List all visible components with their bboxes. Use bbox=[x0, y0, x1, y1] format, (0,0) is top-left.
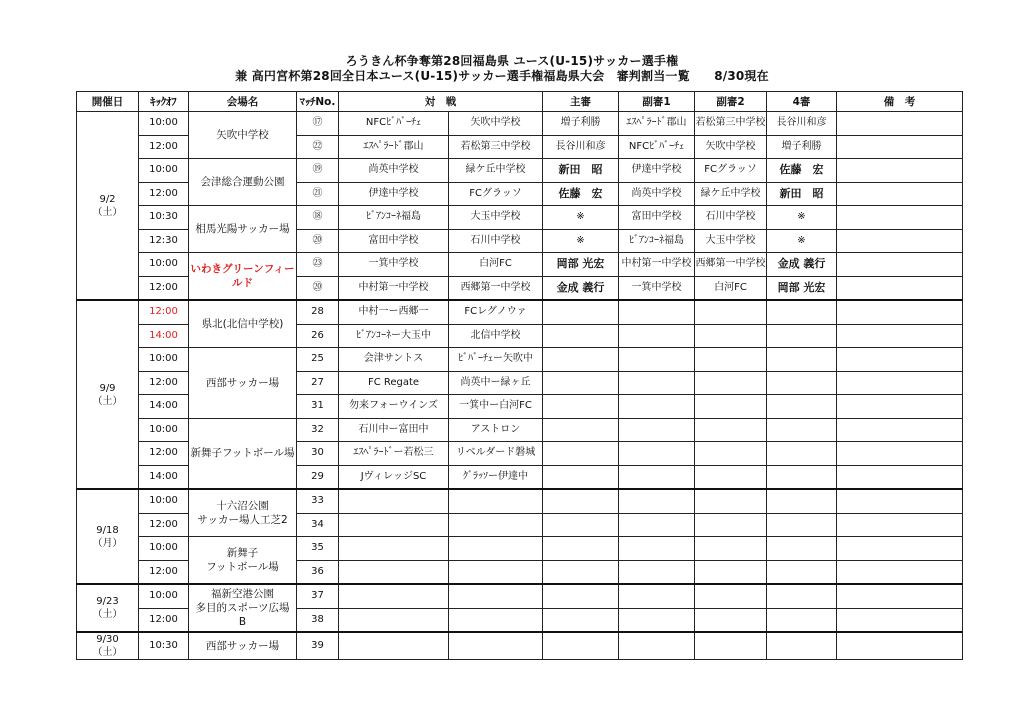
assistant-referee-1: 一箕中学校 bbox=[619, 276, 695, 300]
assistant-referee-1 bbox=[619, 560, 695, 584]
assistant-referee-2: 石川中学校 bbox=[695, 206, 767, 230]
assistant-referee-2: 矢吹中学校 bbox=[695, 135, 767, 159]
home-team: ﾋﾞｱﾝｺｰﾈー大玉中 bbox=[339, 324, 449, 348]
assistant-referee-2 bbox=[695, 465, 767, 489]
remarks-cell bbox=[837, 182, 963, 206]
assistant-referee-1 bbox=[619, 324, 695, 348]
away-team: 白河FC bbox=[449, 253, 543, 277]
away-team bbox=[449, 513, 543, 537]
fourth-official bbox=[767, 608, 837, 632]
assistant-referee-1 bbox=[619, 395, 695, 419]
away-team: FCレグノウァ bbox=[449, 300, 543, 324]
remarks-cell bbox=[837, 537, 963, 561]
assistant-referee-1: ﾋﾞｱﾝｺｰﾈ福島 bbox=[619, 229, 695, 253]
header-match-no: ﾏｯﾁNo. bbox=[297, 92, 339, 112]
away-team bbox=[449, 537, 543, 561]
home-team: 一箕中学校 bbox=[339, 253, 449, 277]
remarks-cell bbox=[837, 608, 963, 632]
remarks-cell bbox=[837, 206, 963, 230]
referee bbox=[543, 560, 619, 584]
referee: ※ bbox=[543, 229, 619, 253]
match-number: ⑳ bbox=[297, 276, 339, 300]
table-row bbox=[77, 300, 963, 324]
assistant-referee-2 bbox=[695, 513, 767, 537]
match-number: 35 bbox=[297, 537, 339, 561]
assistant-referee-2: 西郷第一中学校 bbox=[695, 253, 767, 277]
fourth-official bbox=[767, 300, 837, 324]
remarks-cell bbox=[837, 348, 963, 372]
match-number: 34 bbox=[297, 513, 339, 537]
fourth-official: ※ bbox=[767, 206, 837, 230]
remarks-cell bbox=[837, 395, 963, 419]
kickoff-time: 12:00 bbox=[139, 135, 189, 159]
match-number: 25 bbox=[297, 348, 339, 372]
home-team: 尚英中学校 bbox=[339, 159, 449, 183]
match-number: 38 bbox=[297, 608, 339, 632]
match-number: ⑱ bbox=[297, 206, 339, 230]
remarks-cell bbox=[837, 135, 963, 159]
home-team: 中村第一中学校 bbox=[339, 276, 449, 300]
kickoff-time: 12:00 bbox=[139, 442, 189, 466]
home-team bbox=[339, 608, 449, 632]
referee bbox=[543, 442, 619, 466]
venue-cell: 相馬光陽サッカー場 bbox=[189, 206, 297, 253]
kickoff-time: 10:00 bbox=[139, 489, 189, 513]
away-team bbox=[449, 489, 543, 513]
kickoff-time: 14:00 bbox=[139, 324, 189, 348]
assistant-referee-2 bbox=[695, 442, 767, 466]
home-team: FC Regate bbox=[339, 371, 449, 395]
assistant-referee-1 bbox=[619, 537, 695, 561]
referee: 長谷川和彦 bbox=[543, 135, 619, 159]
table-row bbox=[77, 253, 963, 277]
referee: ※ bbox=[543, 206, 619, 230]
assistant-referee-2: 白河FC bbox=[695, 276, 767, 300]
fourth-official: 長谷川和彦 bbox=[767, 112, 837, 136]
assistant-referee-1 bbox=[619, 489, 695, 513]
away-team: 石川中学校 bbox=[449, 229, 543, 253]
remarks-cell bbox=[837, 159, 963, 183]
kickoff-time: 10:00 bbox=[139, 418, 189, 442]
referee bbox=[543, 348, 619, 372]
kickoff-time: 12:00 bbox=[139, 300, 189, 324]
fourth-official bbox=[767, 632, 837, 660]
home-team: 中村一ー西郷一 bbox=[339, 300, 449, 324]
away-team bbox=[449, 632, 543, 660]
home-team bbox=[339, 513, 449, 537]
assistant-referee-2 bbox=[695, 584, 767, 608]
kickoff-time: 14:00 bbox=[139, 395, 189, 419]
fourth-official: 金成 義行 bbox=[767, 253, 837, 277]
assistant-referee-2 bbox=[695, 418, 767, 442]
assistant-referee-2 bbox=[695, 348, 767, 372]
assistant-referee-2 bbox=[695, 608, 767, 632]
remarks-cell bbox=[837, 112, 963, 136]
match-number: ㉒ bbox=[297, 135, 339, 159]
referee bbox=[543, 608, 619, 632]
document-title: ろうきん杯争奪第28回福島県 ユース(U-15)サッカー選手権 bbox=[345, 54, 679, 68]
assistant-referee-2: 若松第三中学校 bbox=[695, 112, 767, 136]
remarks-cell bbox=[837, 513, 963, 537]
away-team: 尚英中ー緑ヶ丘 bbox=[449, 371, 543, 395]
assistant-referee-2: FCグラッソ bbox=[695, 159, 767, 183]
kickoff-time: 12:00 bbox=[139, 513, 189, 537]
referee bbox=[543, 465, 619, 489]
header-venue: 会場名 bbox=[189, 92, 297, 112]
away-team bbox=[449, 584, 543, 608]
assistant-referee-1 bbox=[619, 300, 695, 324]
kickoff-time: 10:00 bbox=[139, 537, 189, 561]
kickoff-time: 12:00 bbox=[139, 276, 189, 300]
home-team: ﾋﾞｱﾝｺｰﾈ福島 bbox=[339, 206, 449, 230]
kickoff-time: 10:00 bbox=[139, 584, 189, 608]
table-row bbox=[77, 632, 963, 660]
referee bbox=[543, 418, 619, 442]
assistant-referee-1: 尚英中学校 bbox=[619, 182, 695, 206]
remarks-cell bbox=[837, 229, 963, 253]
kickoff-time: 12:00 bbox=[139, 182, 189, 206]
header-fourth-official: 4審 bbox=[767, 92, 837, 112]
match-number: 37 bbox=[297, 584, 339, 608]
match-number: 26 bbox=[297, 324, 339, 348]
referee: 金成 義行 bbox=[543, 276, 619, 300]
home-team: 勿来フォーウインズ bbox=[339, 395, 449, 419]
match-number: 32 bbox=[297, 418, 339, 442]
table-row bbox=[77, 206, 963, 230]
assistant-referee-1 bbox=[619, 608, 695, 632]
home-team bbox=[339, 537, 449, 561]
venue-cell: 新舞子 フットボール場 bbox=[189, 537, 297, 585]
header-assistant-2: 副審2 bbox=[695, 92, 767, 112]
away-team: 西郷第一中学校 bbox=[449, 276, 543, 300]
fourth-official bbox=[767, 418, 837, 442]
assistant-referee-1 bbox=[619, 584, 695, 608]
fourth-official bbox=[767, 584, 837, 608]
home-team: 伊達中学校 bbox=[339, 182, 449, 206]
kickoff-time: 10:30 bbox=[139, 206, 189, 230]
home-team bbox=[339, 632, 449, 660]
date-cell: 9/23 （土） bbox=[77, 584, 139, 632]
assistant-referee-1: 中村第一中学校 bbox=[619, 253, 695, 277]
home-team bbox=[339, 560, 449, 584]
fourth-official bbox=[767, 560, 837, 584]
remarks-cell bbox=[837, 276, 963, 300]
venue-cell: 新舞子フットボール場 bbox=[189, 418, 297, 489]
fourth-official bbox=[767, 442, 837, 466]
fourth-official bbox=[767, 489, 837, 513]
assistant-referee-2 bbox=[695, 632, 767, 660]
match-number: ⑲ bbox=[297, 159, 339, 183]
away-team bbox=[449, 560, 543, 584]
referee bbox=[543, 489, 619, 513]
kickoff-time: 12:00 bbox=[139, 371, 189, 395]
table-row bbox=[77, 159, 963, 183]
header-row bbox=[77, 92, 963, 112]
referee bbox=[543, 632, 619, 660]
kickoff-time: 10:00 bbox=[139, 112, 189, 136]
away-team: リベルダード磐城 bbox=[449, 442, 543, 466]
assistant-referee-2: 大玉中学校 bbox=[695, 229, 767, 253]
away-team: FCグラッソ bbox=[449, 182, 543, 206]
fourth-official bbox=[767, 324, 837, 348]
venue-cell: 西部サッカー場 bbox=[189, 632, 297, 660]
away-team: ﾋﾞﾊﾞｰﾁｪー矢吹中 bbox=[449, 348, 543, 372]
assistant-referee-2 bbox=[695, 560, 767, 584]
home-team: ｴｽﾍﾟﾗｰﾄﾞー若松三 bbox=[339, 442, 449, 466]
assistant-referee-1 bbox=[619, 348, 695, 372]
header-remarks: 備 考 bbox=[837, 92, 963, 112]
fourth-official bbox=[767, 395, 837, 419]
venue-cell: 県北(北信中学校) bbox=[189, 300, 297, 348]
away-team: アストロン bbox=[449, 418, 543, 442]
remarks-cell bbox=[837, 442, 963, 466]
fourth-official: ※ bbox=[767, 229, 837, 253]
match-number: ⑰ bbox=[297, 112, 339, 136]
kickoff-time: 10:30 bbox=[139, 632, 189, 660]
kickoff-time: 10:00 bbox=[139, 253, 189, 277]
assistant-referee-2 bbox=[695, 324, 767, 348]
remarks-cell bbox=[837, 489, 963, 513]
away-team: 若松第三中学校 bbox=[449, 135, 543, 159]
referee bbox=[543, 371, 619, 395]
assistant-referee-2 bbox=[695, 489, 767, 513]
home-team: 会津サントス bbox=[339, 348, 449, 372]
assistant-referee-1: NFCﾋﾞﾊﾞｰﾁｪ bbox=[619, 135, 695, 159]
fourth-official bbox=[767, 537, 837, 561]
referee bbox=[543, 395, 619, 419]
match-number: 36 bbox=[297, 560, 339, 584]
table-row bbox=[77, 418, 963, 442]
referee bbox=[543, 300, 619, 324]
remarks-cell bbox=[837, 560, 963, 584]
match-number: ㉓ bbox=[297, 253, 339, 277]
venue-cell: 十六沼公園 サッカー場人工芝2 bbox=[189, 489, 297, 537]
referee: 佐藤 宏 bbox=[543, 182, 619, 206]
table-row bbox=[77, 584, 963, 608]
assistant-referee-1: 伊達中学校 bbox=[619, 159, 695, 183]
assistant-referee-2 bbox=[695, 395, 767, 419]
fourth-official: 新田 昭 bbox=[767, 182, 837, 206]
fourth-official bbox=[767, 465, 837, 489]
home-team bbox=[339, 584, 449, 608]
remarks-cell bbox=[837, 371, 963, 395]
venue-cell: いわきグリーンフィールド bbox=[189, 253, 297, 301]
match-number: 33 bbox=[297, 489, 339, 513]
fourth-official bbox=[767, 371, 837, 395]
date-cell: 9/9 （土） bbox=[77, 300, 139, 489]
fourth-official bbox=[767, 348, 837, 372]
away-team: ｸﾞﾗｯｿー伊達中 bbox=[449, 465, 543, 489]
match-number: 27 bbox=[297, 371, 339, 395]
table-row bbox=[77, 537, 963, 561]
venue-cell: 矢吹中学校 bbox=[189, 112, 297, 159]
fourth-official: 岡部 光宏 bbox=[767, 276, 837, 300]
venue-cell: 福新空港公園 多目的スポーツ広場 B bbox=[189, 584, 297, 632]
home-team bbox=[339, 489, 449, 513]
remarks-cell bbox=[837, 632, 963, 660]
away-team: 北信中学校 bbox=[449, 324, 543, 348]
kickoff-time: 10:00 bbox=[139, 348, 189, 372]
home-team: JヴィレッジSC bbox=[339, 465, 449, 489]
referee bbox=[543, 537, 619, 561]
match-number: 29 bbox=[297, 465, 339, 489]
referee: 増子利勝 bbox=[543, 112, 619, 136]
header-referee: 主審 bbox=[543, 92, 619, 112]
venue-cell: 西部サッカー場 bbox=[189, 348, 297, 419]
away-team: 大玉中学校 bbox=[449, 206, 543, 230]
assistant-referee-1: ｴｽﾍﾟﾗｰﾄﾞ郡山 bbox=[619, 112, 695, 136]
table-row bbox=[77, 489, 963, 513]
remarks-cell bbox=[837, 584, 963, 608]
match-number: 30 bbox=[297, 442, 339, 466]
assistant-referee-1: 富田中学校 bbox=[619, 206, 695, 230]
match-number: 28 bbox=[297, 300, 339, 324]
referee bbox=[543, 513, 619, 537]
match-number: ⑳ bbox=[297, 229, 339, 253]
assistant-referee-1 bbox=[619, 513, 695, 537]
away-team: 緑ケ丘中学校 bbox=[449, 159, 543, 183]
away-team: 矢吹中学校 bbox=[449, 112, 543, 136]
kickoff-time: 12:30 bbox=[139, 229, 189, 253]
remarks-cell bbox=[837, 300, 963, 324]
venue-cell: 会津総合運動公園 bbox=[189, 159, 297, 206]
home-team: NFCﾋﾞﾊﾞｰﾁｪ bbox=[339, 112, 449, 136]
match-number: 39 bbox=[297, 632, 339, 660]
assistant-referee-2 bbox=[695, 537, 767, 561]
referee: 新田 昭 bbox=[543, 159, 619, 183]
fourth-official bbox=[767, 513, 837, 537]
assistant-referee-1 bbox=[619, 632, 695, 660]
header-kickoff: ｷｯｸｵﾌ bbox=[139, 92, 189, 112]
home-team: 富田中学校 bbox=[339, 229, 449, 253]
date-cell: 9/30 （土） bbox=[77, 632, 139, 660]
kickoff-time: 12:00 bbox=[139, 560, 189, 584]
header-assistant-1: 副審1 bbox=[619, 92, 695, 112]
assistant-referee-2: 緑ケ丘中学校 bbox=[695, 182, 767, 206]
referee-assignment-table bbox=[76, 91, 963, 660]
document-subtitle: 兼 高円宮杯第28回全日本ユース(U-15)サッカー選手権福島県大会 審判割当一覧 8/30現在 bbox=[235, 69, 769, 83]
assistant-referee-1 bbox=[619, 442, 695, 466]
assistant-referee-2 bbox=[695, 300, 767, 324]
away-team bbox=[449, 608, 543, 632]
match-number: 31 bbox=[297, 395, 339, 419]
referee bbox=[543, 324, 619, 348]
home-team: 石川中ー富田中 bbox=[339, 418, 449, 442]
header-date: 開催日 bbox=[77, 92, 139, 112]
away-team: 一箕中ー白河FC bbox=[449, 395, 543, 419]
date-cell: 9/18 （月） bbox=[77, 489, 139, 584]
assistant-referee-2 bbox=[695, 371, 767, 395]
referee: 岡部 光宏 bbox=[543, 253, 619, 277]
header-matchup: 対 戦 bbox=[339, 92, 543, 112]
remarks-cell bbox=[837, 418, 963, 442]
fourth-official: 佐藤 宏 bbox=[767, 159, 837, 183]
home-team: ｴｽﾍﾟﾗｰﾄﾞ郡山 bbox=[339, 135, 449, 159]
date-cell: 9/2 （土） bbox=[77, 112, 139, 301]
fourth-official: 増子利勝 bbox=[767, 135, 837, 159]
kickoff-time: 12:00 bbox=[139, 608, 189, 632]
kickoff-time: 14:00 bbox=[139, 465, 189, 489]
assistant-referee-1 bbox=[619, 371, 695, 395]
match-number: ㉑ bbox=[297, 182, 339, 206]
kickoff-time: 10:00 bbox=[139, 159, 189, 183]
table-row bbox=[77, 112, 963, 136]
table-row bbox=[77, 348, 963, 372]
assistant-referee-1 bbox=[619, 465, 695, 489]
remarks-cell bbox=[837, 465, 963, 489]
referee bbox=[543, 584, 619, 608]
remarks-cell bbox=[837, 324, 963, 348]
assistant-referee-1 bbox=[619, 418, 695, 442]
remarks-cell bbox=[837, 253, 963, 277]
